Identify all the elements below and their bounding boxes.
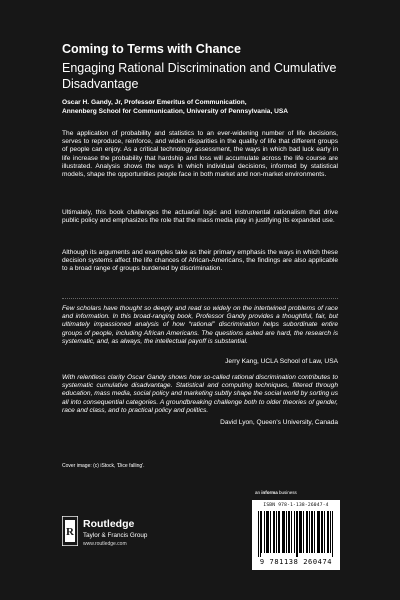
book-subtitle: Engaging Rational Discrimination and Cumulative Disadvantage (62, 61, 337, 91)
svg-text:R: R (66, 526, 74, 538)
informa-business-label (255, 490, 297, 496)
informa-prefix: an (255, 490, 262, 495)
publisher-name: Routledge (83, 518, 135, 530)
author-line-1: Oscar H. Gandy, Jr, Professor Emeritus of Communication, (62, 99, 247, 106)
section-divider (62, 298, 338, 299)
publisher-website: www.routledge.com (83, 541, 127, 547)
endorsement-quote-2: With relentless clarity Oscar Gandy shows how so-called rational discrimination contributes to systematic cumulative disadvantage. Statistical and computing techniques, filtered through education, mass media, social policy and marketing subtly shape the social world by sorting us all into consequential categories. A groundbreaking challenge both to older theories of gender, race and class, and to practical policy and politics. (62, 374, 338, 414)
description-paragraph-1: The application of probability and statistics to an ever-widening number of life decisions, serves to reproduce, reinforce, and widen disparities in the quality of life that different groups of people can enjoy. As a critical technology assessment, the ways in which bad luck early in life increase the probability that hardship and loss will accumulate across the life course are illustrated. Analysis shows the ways in which individual decisions, informed by statistical models, shape the opportunities people face in both market and non-market environments. (62, 130, 338, 179)
description-paragraph-2: Ultimately, this book challenges the actuarial logic and instrumental rationalism that drive public policy and emphasizes the role that the mass media play in justifying its expanded use. (62, 209, 338, 225)
publisher-group: Taylor & Francis Group (83, 532, 148, 539)
isbn-label: ISBN 978-1-138-26047-4 (263, 503, 329, 508)
author-line-2: Annenberg School for Communication, University of Pennsylvania, USA (62, 108, 289, 115)
informa-suffix: business (277, 490, 297, 495)
endorsement-attribution-2: David Lyon, Queen’s University, Canada (220, 419, 338, 426)
cover-image-credit: Cover image: (c) iStock, 'Dice falling'. (62, 463, 145, 469)
book-title: Coming to Terms with Chance (62, 42, 241, 56)
endorsement-attribution-1: Jerry Kang, UCLA School of Law, USA (225, 358, 338, 365)
routledge-logo-icon (62, 516, 78, 546)
informa-brand: informa (261, 490, 278, 495)
barcode-block (252, 500, 340, 570)
description-paragraph-3: Although its arguments and examples take as their primary emphasis the ways in which these decision systems affect the life chances of African-Americans, the findings are also applicable to a broad range of groups burdened by discrimination. (62, 249, 338, 273)
barcode-number: 9 781138 260474 (259, 558, 333, 566)
endorsement-quote-1: Few scholars have thought so deeply and read so widely on the intertwined problems of race and information. In this broad-ranging book, Professor Gandy provides a thoughtful, fair, but ultimately impassioned analysis of how “rational” discrimination helps subordinate entire groups of people, including African Americans. The questions asked are hard, the research is systematic, and, as always, the intellectual payoff is substantial. (62, 305, 338, 345)
author-credit (62, 98, 362, 116)
barcode-icon (258, 511, 334, 557)
